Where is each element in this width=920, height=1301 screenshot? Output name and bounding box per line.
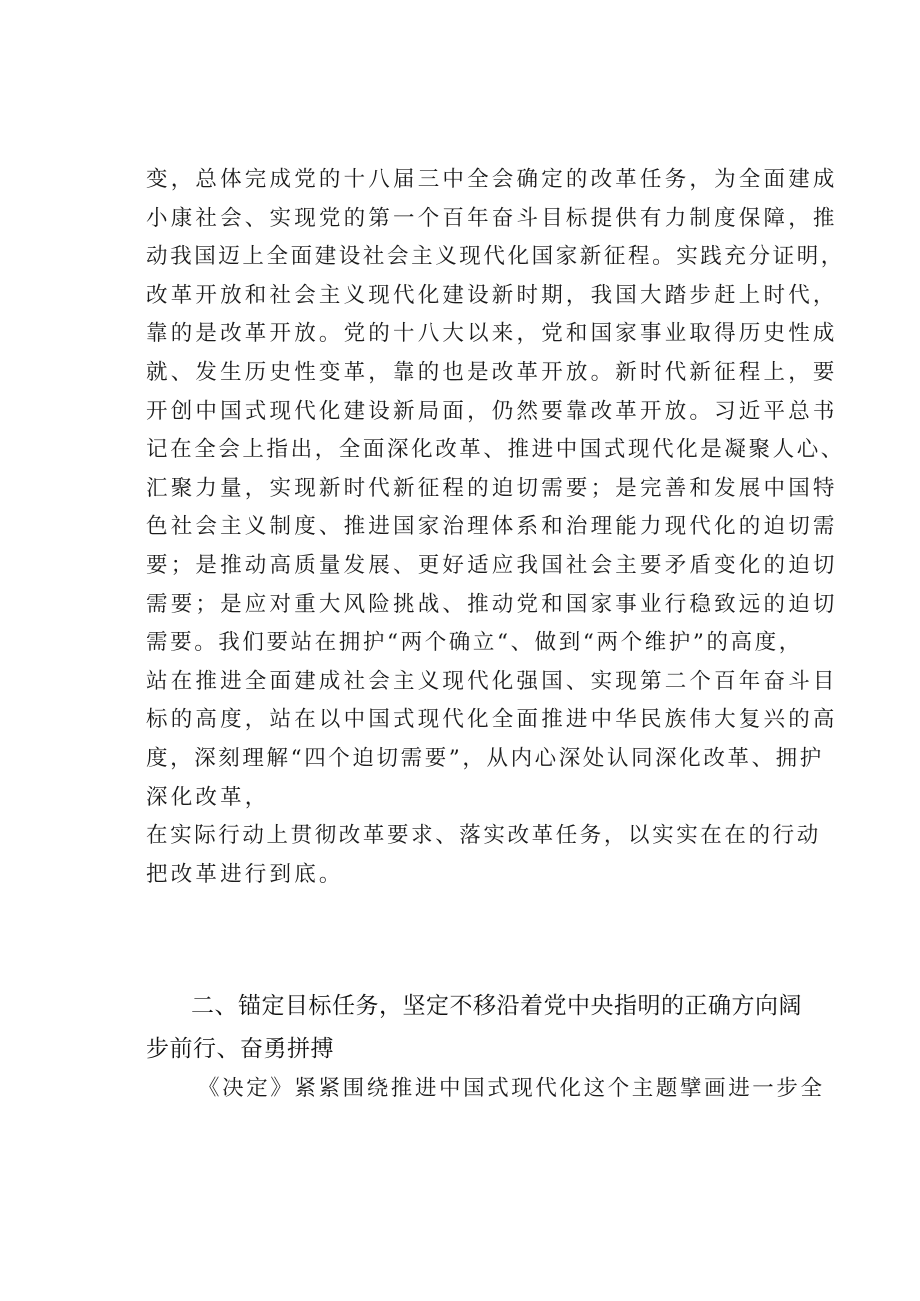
text-line: 就、发生历史性变革，靠的也是改革开放。新时代新征程上，要 [146, 359, 838, 385]
text-line: 在实际行动上贯彻改革要求、落实改革任务，以实实在在的行动 [146, 823, 821, 849]
body-paragraph [146, 1070, 826, 1109]
heading-line: 二、锚定目标任务，坚定不移沿着党中央指明的正确方向阔 [191, 993, 802, 1019]
text-line: 改革开放和社会主义现代化建设新时期，我国大踏步赶上时代， [146, 282, 838, 308]
text-line: 变，总体完成党的十八届三中全会确定的改革任务，为全面建成 [146, 167, 838, 192]
section-heading [146, 985, 826, 1071]
text-line: 《决定》紧紧围绕推进中国式现代化这个主题擘画进一步全 [198, 1076, 825, 1101]
text-line: 记在全会上指出，全面深化改革、推进中国式现代化是凝聚人心、 [146, 437, 845, 463]
text-line: 度，深刻理解“四个迫切需要”，从内心深处认同深化改革、拥护 [146, 745, 824, 771]
text-line: 需要。我们要站在拥护“两个确立“、做到“两个维护”的高度， [146, 630, 803, 656]
text-line: 把改革进行到底。 [146, 861, 344, 887]
text-line: 站在推进全面建成社会主义现代化强国、实现第二个百年奋斗目 [146, 668, 838, 694]
text-line: 汇聚力量，实现新时代新征程的迫切需要；是完善和发展中国特 [146, 475, 838, 501]
text-line: 开创中国式现代化建设新局面，仍然要靠改革开放。习近平总书 [146, 398, 838, 424]
body-paragraph [146, 161, 845, 894]
text-line: 标的高度，站在以中国式现代化全面推进中华民族伟大复兴的高 [146, 707, 838, 733]
text-line: 动我国迈上全面建设社会主义现代化国家新征程。实践充分证明， [146, 244, 845, 270]
heading-line: 步前行、奋勇拼搏 [146, 1036, 334, 1062]
text-line: 色社会主义制度、推进国家治理体系和治理能力现代化的迫切需 [146, 514, 838, 540]
text-line: 靠的是改革开放。党的十八大以来，党和国家事业取得历史性成 [146, 321, 838, 347]
text-line: 小康社会、实现党的第一个百年奋斗目标提供有力制度保障，推 [146, 205, 838, 231]
text-line: 需要；是应对重大风险挑战、推动党和国家事业行稳致远的迫切 [146, 591, 838, 617]
text-line: 深化改革， [146, 784, 270, 810]
text-line: 要；是推动高质量发展、更好适应我国社会主要矛盾变化的迫切 [146, 552, 838, 578]
